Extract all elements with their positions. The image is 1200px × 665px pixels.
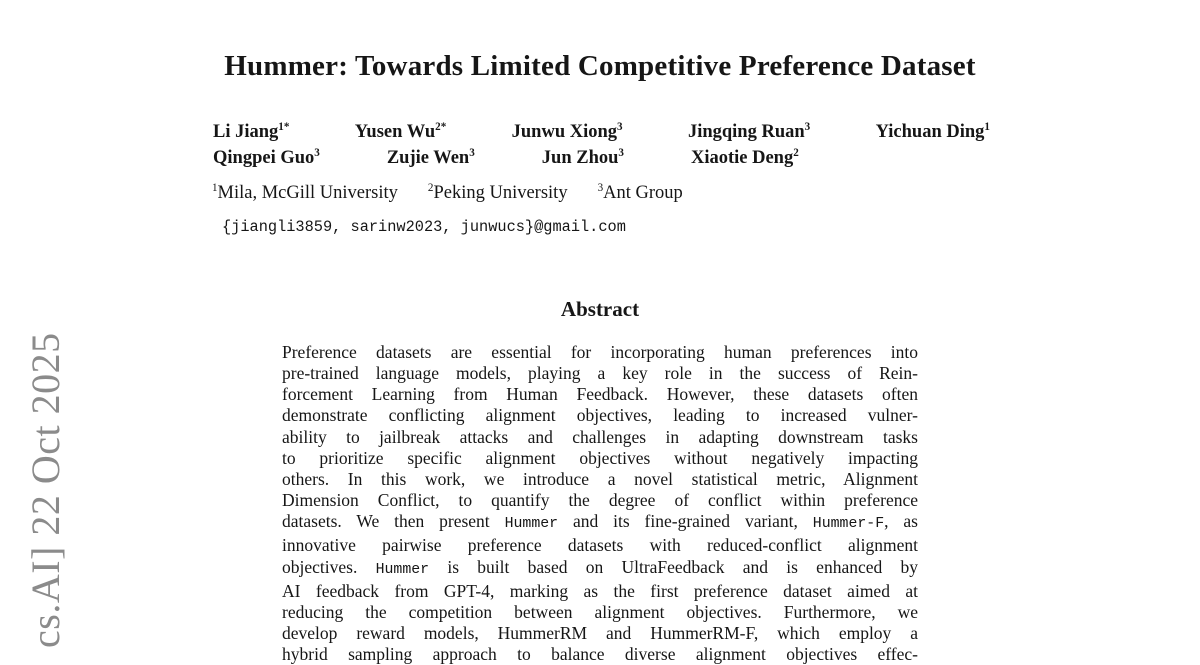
abstract-text: hybrid sampling approach to balance diverse alignment objectives effec- — [282, 644, 918, 665]
abstract-text: datasets. We then present — [282, 511, 505, 532]
abstract-text: , as — [884, 511, 918, 532]
abstract-line — [282, 363, 918, 384]
contact-email: {jiangli3859, sarinw2023, junwucs}@gmail.com — [222, 218, 626, 236]
abstract-line — [282, 602, 918, 623]
author-affiliation-marker: 3 — [469, 146, 475, 159]
abstract-text: reducing the competition between alignment objectives. Furthermore, we — [282, 601, 918, 622]
abstract-text: develop reward models, HummerRM and HummerRM-F, which employ a — [282, 623, 918, 644]
dataset-name-mono: Hummer — [375, 561, 430, 578]
abstract-text: Dimension Conflict, to quantify the degree of conflict within preference — [282, 490, 918, 511]
abstract-line — [282, 342, 918, 363]
abstract-line — [282, 535, 918, 556]
author-name: Yusen $Wu^{2*}$ — [354, 120, 447, 142]
author-name: Qingpei Guo$^3$ — [213, 146, 320, 168]
abstract-text: forcement Learning from Human Feedback. However, these datasets often — [282, 384, 918, 405]
abstract-line — [282, 581, 918, 602]
author-affiliation-marker: 2* — [435, 120, 447, 133]
affiliation-marker: 3 — [597, 181, 604, 194]
abstract-line — [282, 644, 918, 665]
abstract-line — [282, 427, 918, 448]
abstract-heading: Abstract — [560, 297, 640, 321]
author-affiliation-marker: 3 — [314, 146, 320, 159]
abstract-line — [282, 490, 918, 511]
paper-title: Hummer: Towards Limited Competitive Preference Dataset — [224, 50, 976, 82]
abstract-body — [282, 342, 918, 665]
author-name: Li Jiang$^{1*}$ — [213, 120, 290, 142]
abstract-line — [282, 384, 918, 405]
abstract-text: pre-trained language models, playing a key role in the success of Rein- — [282, 363, 918, 384]
author-name: Xiaotie Deng$^2$ — [690, 146, 799, 168]
author-name: Zujie Wen$^3$ — [386, 146, 475, 168]
affiliation: $^3$Ant Group — [597, 181, 683, 203]
author-affiliation-marker: 1* — [278, 120, 290, 133]
author-affiliation-marker: 2 — [793, 146, 799, 159]
abstract-text: demonstrate conflicting alignment objectives, leading to increased vulner- — [282, 405, 918, 426]
affiliation-marker: 1 — [212, 181, 218, 194]
author-affiliation-marker: 3 — [618, 146, 624, 159]
affiliation-marker: 2 — [427, 181, 434, 194]
author-affiliation-marker: 1 — [984, 120, 990, 133]
author-name: Junwu Xiong$^3$ — [511, 120, 623, 142]
author-name: Yichuan Ding$^1$ — [875, 120, 990, 142]
author-line-1 — [213, 119, 990, 145]
abstract-text: objectives. — [282, 556, 376, 577]
abstract-line — [282, 469, 918, 490]
abstract-text: Preference datasets are essential for incorporating human preferences into — [282, 342, 918, 362]
abstract-text: and its fine-grained variant, — [558, 511, 813, 532]
affiliation: $^2$Peking University — [427, 181, 568, 203]
abstract-line — [282, 405, 918, 426]
arxiv-watermark: cs.AI] 22 Oct 2025 — [23, 332, 68, 648]
author-line-2 — [213, 145, 993, 171]
author-name: Jun Zhou$^3$ — [541, 146, 624, 168]
affiliation: $^1$Mila, McGill University — [212, 181, 398, 203]
abstract-text: to prioritize specific alignment objectives without negatively impacting — [282, 447, 918, 468]
author-affiliation-marker: 3 — [617, 120, 623, 133]
affiliation-list — [212, 181, 683, 205]
author-name: Jingqing Ruan$^3$ — [687, 120, 811, 142]
abstract-line — [282, 557, 918, 581]
abstract-line — [282, 623, 918, 644]
abstract-text: others. In this work, we introduce a novel statistical metric, Alignment — [282, 468, 918, 489]
abstract-line — [282, 511, 918, 535]
dataset-name-mono: Hummer — [504, 516, 559, 533]
abstract-text: is built based on UltraFeedback and is enhanced by — [429, 556, 918, 577]
abstract-line — [282, 448, 918, 469]
author-list — [213, 119, 993, 171]
abstract-text: ability to jailbreak attacks and challenges in adapting downstream tasks — [282, 426, 918, 447]
author-affiliation-marker: 3 — [804, 120, 811, 133]
abstract-text: innovative pairwise preference datasets with reduced-conflict alignment — [282, 535, 918, 556]
abstract-text: AI feedback from GPT-4, marking as the first preference dataset aimed at — [282, 580, 918, 601]
dataset-name-mono: Hummer-F — [812, 516, 885, 533]
